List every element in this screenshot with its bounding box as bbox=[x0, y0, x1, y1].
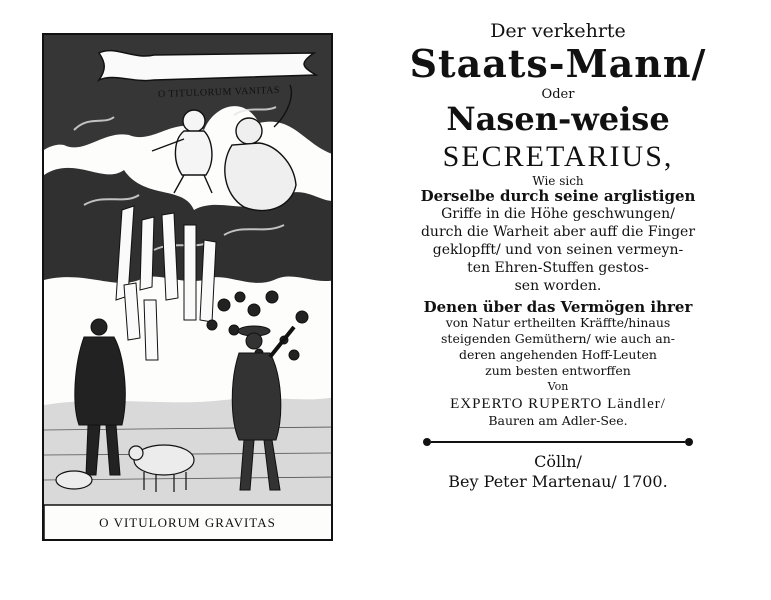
title-subtitle: Nasen-weise bbox=[446, 100, 670, 139]
title-line-von: Von bbox=[547, 380, 569, 394]
rule-dot-left bbox=[423, 438, 431, 446]
frontispiece-motto: O TITULORUM VANITAS bbox=[157, 84, 281, 101]
title-page bbox=[393, 18, 723, 491]
decorative-rule bbox=[423, 438, 693, 446]
description-line: Derselbe durch seine arglistigen bbox=[420, 187, 696, 206]
dedication-line: deren angehenden Hoff-Leuten bbox=[459, 347, 657, 363]
imprint-printer: Bey Peter Martenau/ 1700. bbox=[448, 472, 668, 492]
rule-dot-right bbox=[685, 438, 693, 446]
dedication-line: steigenden Gemüthern/ wie auch an- bbox=[441, 331, 675, 347]
dedication-line: Denen über das Vermögen ihrer bbox=[423, 298, 693, 317]
dedication-block bbox=[393, 299, 723, 379]
description-line: geklopfft/ und von seinen vermeyn- bbox=[432, 242, 684, 259]
title-line-oder: Oder bbox=[541, 86, 575, 102]
title-secretarius: SECRETARIUS, bbox=[442, 140, 674, 174]
frontispiece-caption: O VITULORUM GRAVITAS bbox=[99, 515, 276, 530]
frontispiece-plate bbox=[42, 33, 333, 541]
rule-bar bbox=[431, 441, 685, 443]
dedication-line: von Natur ertheilten Kräffte/hinaus bbox=[445, 315, 671, 331]
description-block bbox=[393, 187, 723, 295]
author-description: Bauren am Adler-See. bbox=[488, 413, 628, 429]
dedication-line: zum besten entworffen bbox=[485, 363, 631, 379]
description-line: sen worden. bbox=[514, 278, 602, 295]
description-line: durch die Warheit aber auff die Finger bbox=[420, 224, 696, 241]
description-line: ten Ehren-Stuffen gestos- bbox=[467, 260, 649, 277]
author-name: EXPERTO RUPERTO Ländler/ bbox=[450, 395, 666, 412]
title-line-wie: Wie sich bbox=[532, 173, 584, 188]
imprint-place: Cölln/ bbox=[534, 451, 582, 471]
title-main: Staats-Mann/ bbox=[409, 40, 707, 86]
engraving-illustration bbox=[44, 35, 333, 541]
description-line: Griffe in die Höhe geschwungen/ bbox=[441, 206, 675, 223]
title-line-der: Der verkehrte bbox=[490, 20, 626, 42]
